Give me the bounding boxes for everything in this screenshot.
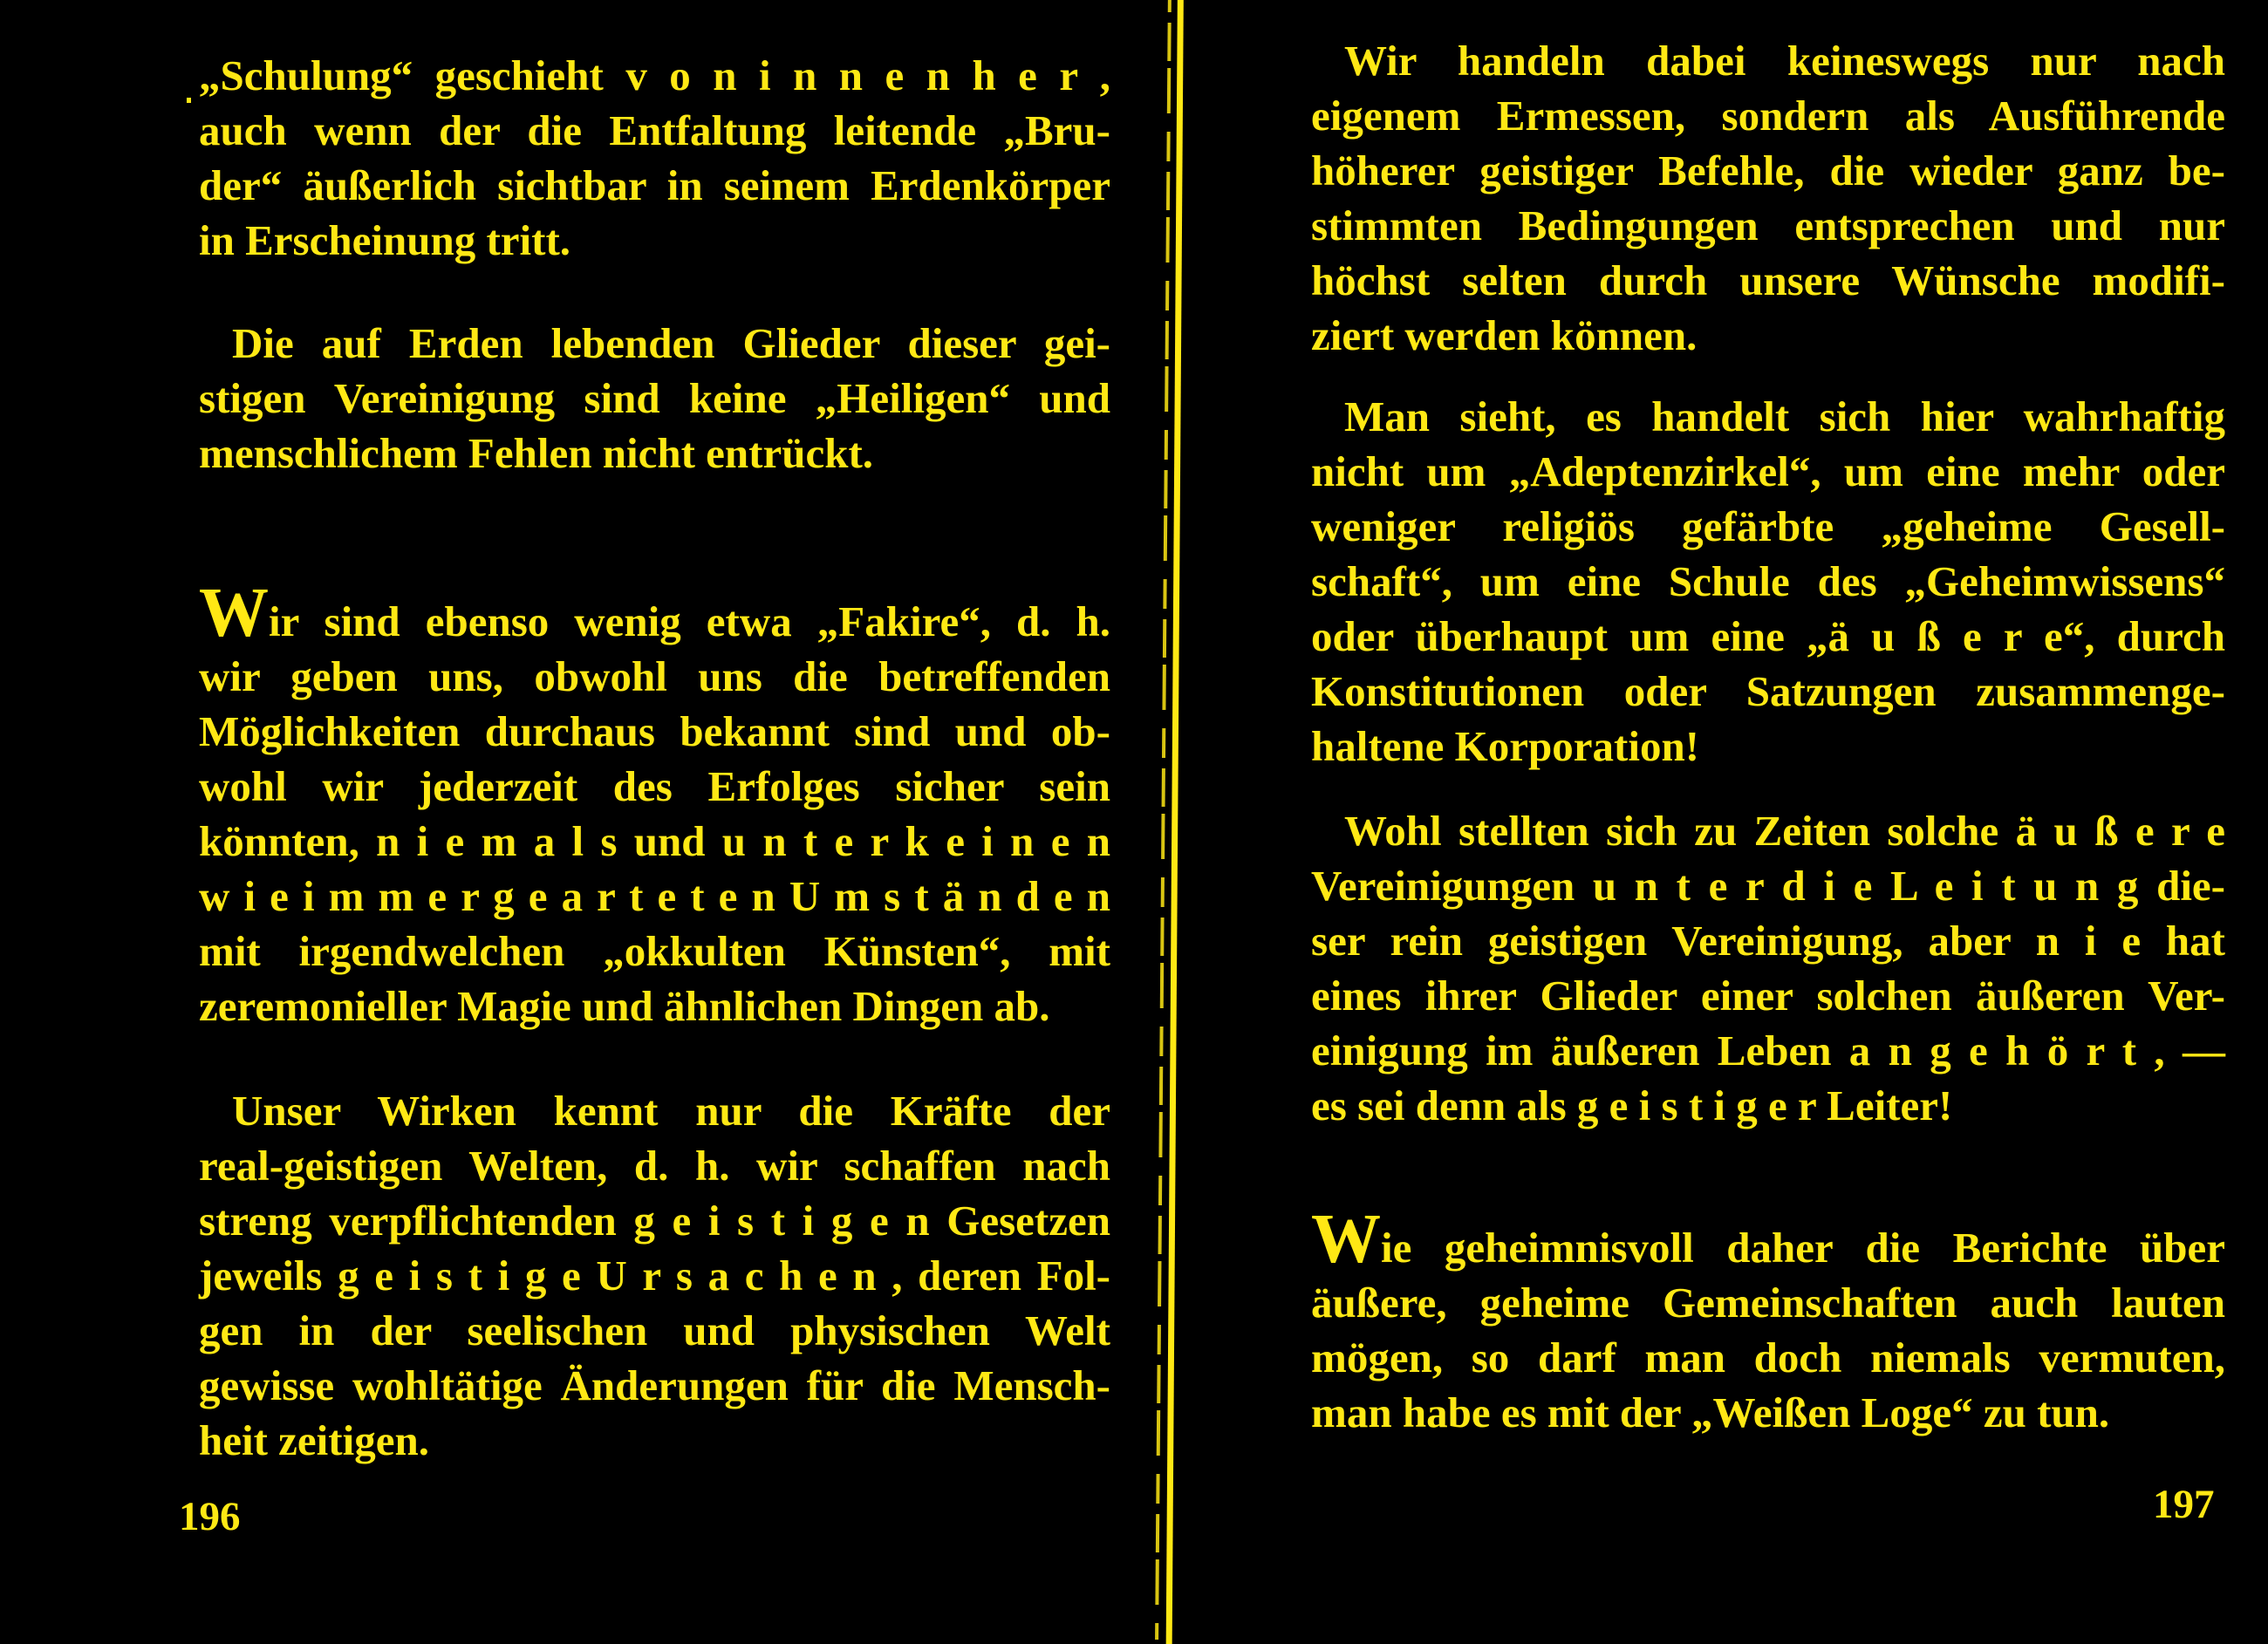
text-line: Konstitutionen oder Satzungen zusammenge-	[1311, 667, 2225, 715]
text-line: streng verpflichtenden g e i s t i g e n Gesetzen	[199, 1197, 1110, 1245]
text-line: Die auf Erden lebenden Glieder dieser gei-	[232, 319, 1110, 367]
text-line: ziert werden können.	[1311, 311, 1698, 359]
text-line: Unser Wirken kennt nur die Kräfte der	[232, 1087, 1110, 1135]
text-line: der“ äußerlich sichtbar in seinem Erdenkörper	[199, 161, 1110, 209]
paragraph	[199, 316, 1110, 481]
text-line: man habe es mit der „Weißen Loge“ zu tun.	[1311, 1388, 2110, 1436]
text-line: oder überhaupt um eine „ä u ß e r e“, durch	[1311, 612, 2225, 660]
text-line: jeweils g e i s t i g e U r s a c h e n , deren Fol-	[199, 1252, 1110, 1300]
text-line: ser rein geistigen Vereinigung, aber n i e hat	[1311, 917, 2225, 965]
text-line: höherer geistiger Befehle, die wieder ganz be-	[1311, 147, 2225, 194]
text-line: w i e i m m e r g e a r t e t e n U m s t ä n d e n	[199, 872, 1110, 920]
text-line: Wohl stellten sich zu Zeiten solche ä u ß e r e	[1344, 807, 2225, 855]
text-line: Wir sind ebenso wenig etwa „Fakire“, d. h.	[199, 575, 1110, 651]
right-page	[1311, 33, 2225, 1440]
text-line: einigung im äußeren Leben a n g e h ö r t , —	[1311, 1027, 2225, 1074]
text-line: gen in der seelischen und physischen Welt	[199, 1306, 1110, 1354]
text-line: in Erscheinung tritt.	[199, 216, 571, 264]
text-line: Möglichkeiten durchaus bekannt sind und ob-	[199, 707, 1110, 755]
text-line: wohl wir jederzeit des Erfolges sicher sein	[199, 762, 1110, 810]
left-page	[199, 48, 1110, 1468]
paragraph	[1311, 33, 2225, 363]
paragraph	[199, 1083, 1110, 1468]
text-line: haltene Korporation!	[1311, 722, 1700, 770]
text-line: Man sieht, es handelt sich hier wahrhaftig	[1344, 392, 2225, 440]
paragraph	[1311, 389, 2225, 774]
text-line: Wie geheimnisvoll daher die Berichte über	[1311, 1201, 2225, 1278]
text-line: menschlichem Fehlen nicht entrückt.	[199, 429, 874, 477]
paragraph	[199, 48, 1110, 268]
text-line: mit irgendwelchen „okkulten Künsten“, mit	[199, 927, 1110, 975]
text-line: stimmten Bedingungen entsprechen und nur	[1311, 201, 2225, 249]
text-line: gewisse wohltätige Änderungen für die Mensch-	[199, 1361, 1110, 1409]
text-line: auch wenn der die Entfaltung leitende „Bru-	[199, 106, 1110, 154]
text-line: zeremonieller Magie und ähnlichen Dingen ab.	[199, 982, 1050, 1030]
text-line: schaft“, um eine Schule des „Geheimwissens“	[1311, 557, 2225, 605]
text-line: Vereinigungen u n t e r d i e L e i t u n g die-	[1311, 862, 2225, 910]
text-line: könnten, n i e m a l s und u n t e r k e i n e n	[199, 817, 1110, 865]
paragraph	[1311, 803, 2225, 1133]
text-line: äußere, geheime Gemeinschaften auch lauten	[1311, 1279, 2225, 1327]
paragraph	[199, 575, 1110, 1033]
text-line: stigen Vereinigung sind keine „Heiligen“ und	[199, 374, 1110, 422]
page-number-right: 197	[2153, 1482, 2215, 1527]
text-line: nicht um „Adeptenzirkel“, um eine mehr oder	[1311, 447, 2225, 495]
print-speck	[187, 98, 191, 103]
text-line: mögen, so darf man doch niemals vermuten,	[1311, 1334, 2225, 1381]
text-line: eigenem Ermessen, sondern als Ausführende	[1311, 92, 2225, 140]
text-line: eines ihrer Glieder einer solchen äußeren Ver-	[1311, 972, 2225, 1020]
text-line: höchst selten durch unsere Wünsche modifi-	[1311, 256, 2225, 304]
text-line: wir geben uns, obwohl uns die betreffenden	[199, 652, 1110, 700]
text-line: es sei denn als g e i s t i g e r Leiter!	[1311, 1081, 1953, 1129]
text-line: real-geistigen Welten, d. h. wir schaffen nach	[199, 1142, 1110, 1190]
paragraph	[1311, 1201, 2225, 1440]
page-number-left: 196	[179, 1494, 241, 1539]
text-line: Wir handeln dabei keineswegs nur nach	[1344, 37, 2225, 85]
text-line: heit zeitigen.	[199, 1416, 429, 1464]
text-line: weniger religiös gefärbte „geheime Gesell-	[1311, 502, 2225, 550]
text-line: „Schulung“ geschieht v o n i n n e n h e r ,	[199, 51, 1110, 99]
